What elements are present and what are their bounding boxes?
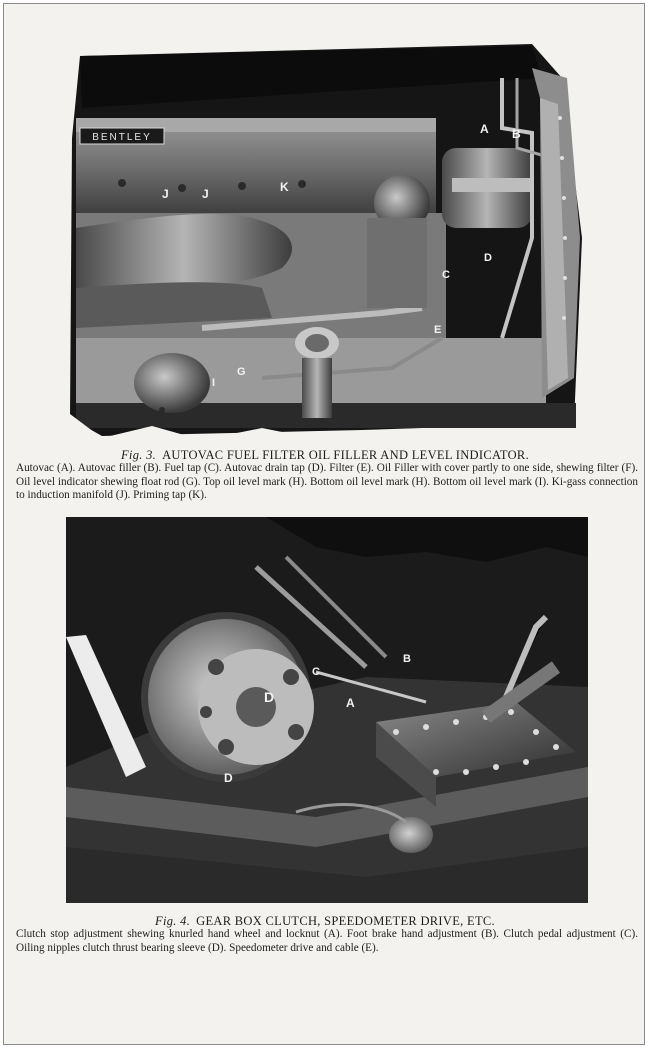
- label-A: A: [480, 122, 489, 136]
- figure-4-title-text: GEAR BOX CLUTCH, SPEEDOMETER DRIVE, ETC.: [196, 914, 495, 928]
- label-J-1: J: [162, 187, 169, 201]
- figure-3-caption: Autovac (A). Autovac filler (B). Fuel tap (C). Autovac drain tap (D). Filter (E). Oil Filler with cover partly to one side, shewing filter (F). Oil level indicator shewing float rod (G). Top oil level mark (H). Bottom oil level mark (H). Bottom oil level mark (I). Ki-gass connection to induction manifold (J). Priming tap (K).: [16, 462, 638, 501]
- gearbox-illustration: [66, 517, 588, 903]
- figure-4-caption: Clutch stop adjustment shewing knurled hand wheel and locknut (A). Foot brake hand adjustment (B). Clutch pedal adjustment (C). Oiling nipples clutch thrust bearing sleeve (D). Speedometer drive and cable (E).: [16, 928, 638, 954]
- label-I: I: [212, 377, 216, 389]
- label-C: C: [442, 269, 450, 281]
- label-C: C: [312, 666, 320, 678]
- engine-illustration: [62, 38, 587, 440]
- figure-3-title-text: AUTOVAC FUEL FILTER OIL FILLER AND LEVEL INDICATOR.: [162, 448, 529, 462]
- bentley-nameplate: BENTLEY: [92, 132, 152, 143]
- figure-3-title: [0, 448, 650, 463]
- figure-3-photo: [62, 38, 587, 440]
- label-D-2: D: [224, 771, 233, 785]
- label-G: G: [237, 366, 246, 378]
- label-A: A: [346, 696, 355, 710]
- figure-3-label: Fig. 3.: [120, 448, 157, 462]
- label-B: B: [403, 653, 411, 665]
- label-J-2: J: [202, 187, 209, 201]
- label-D: D: [484, 252, 492, 264]
- label-K: K: [280, 180, 289, 194]
- label-D-1: D: [264, 689, 275, 705]
- figure-4-label: Fig. 4.: [155, 914, 191, 928]
- figure-4-title: [0, 914, 650, 929]
- label-B: B: [512, 127, 521, 141]
- figure-4-photo: [66, 517, 588, 903]
- label-E: E: [434, 324, 442, 336]
